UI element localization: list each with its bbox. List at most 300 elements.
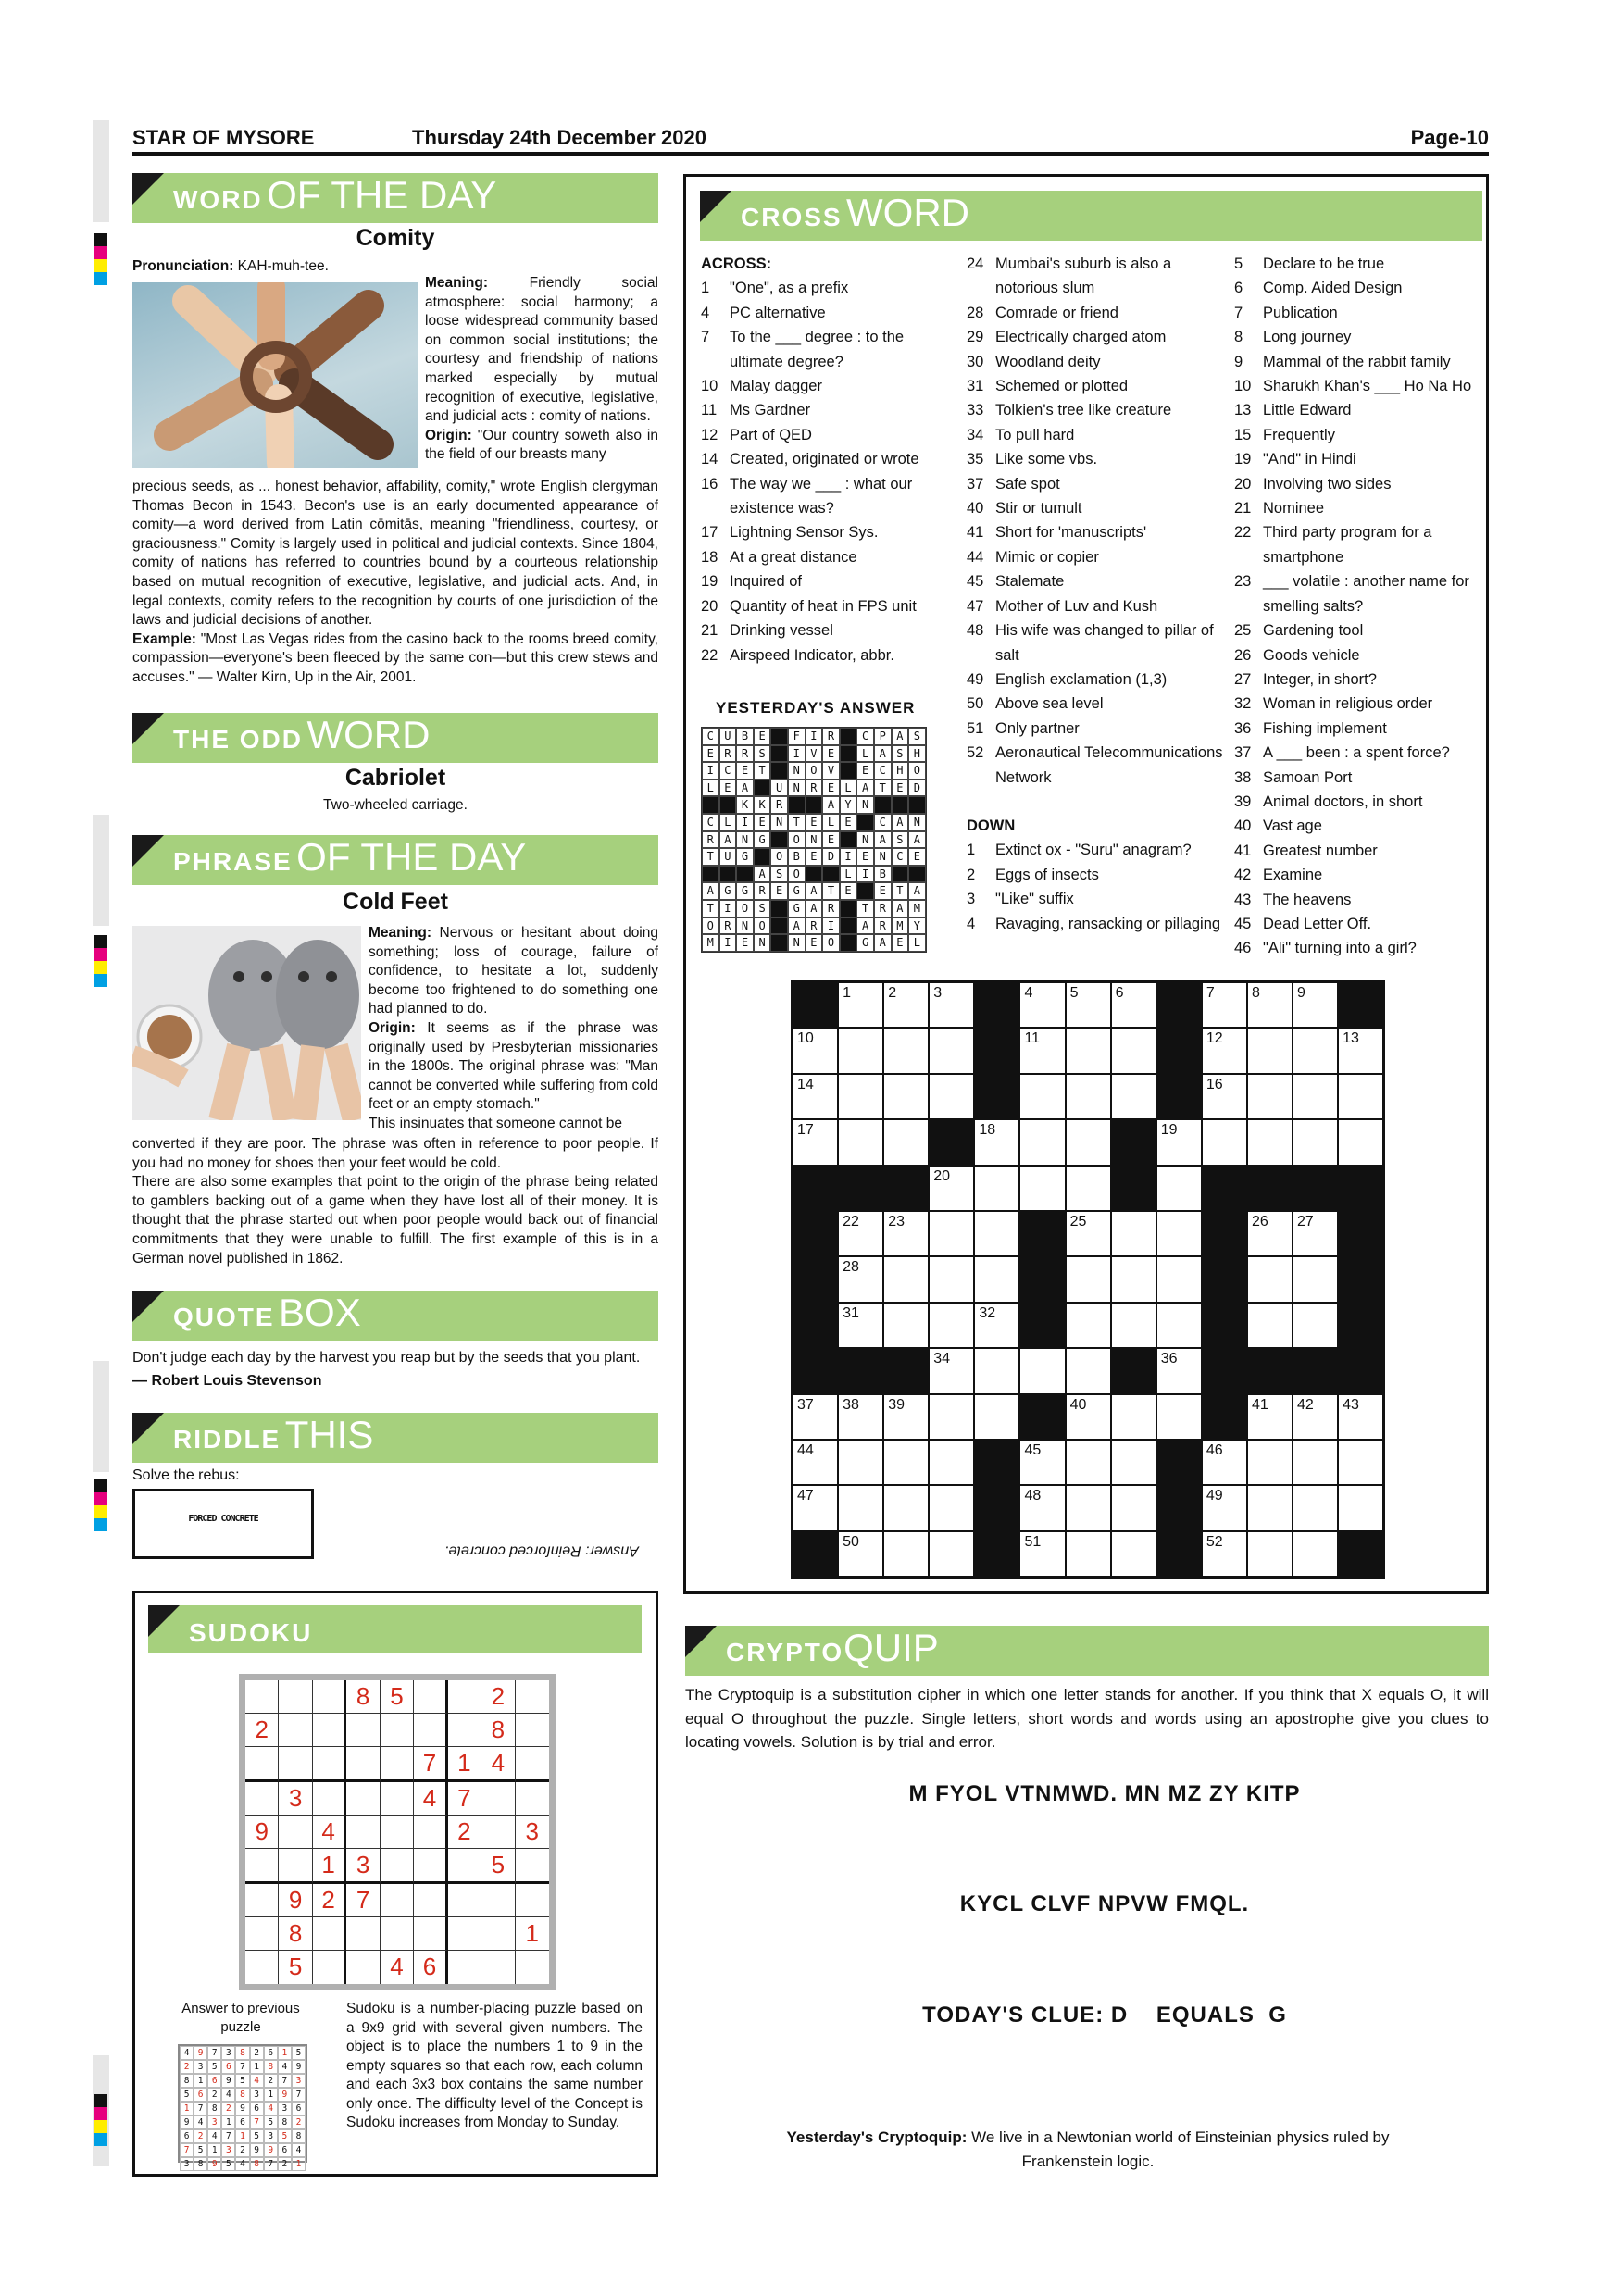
sudoku-cell[interactable]: 1: [448, 1747, 481, 1782]
crossword-cell[interactable]: [883, 1485, 929, 1530]
crossword-cell[interactable]: [838, 1028, 883, 1073]
answer-block: [788, 796, 806, 814]
crossword-cell[interactable]: [1156, 1119, 1202, 1165]
crossword-cell[interactable]: [883, 1211, 929, 1256]
crossword-cell[interactable]: [1066, 1074, 1111, 1119]
clue-item: [1234, 936, 1484, 960]
sudoku-cell[interactable]: [313, 1714, 346, 1747]
answer-cell: 9: [221, 2074, 235, 2088]
sudoku-cell[interactable]: [516, 1849, 549, 1884]
sudoku-cell[interactable]: [414, 1680, 447, 1714]
crossword-cell[interactable]: [838, 1074, 883, 1119]
crossword-cell[interactable]: [1111, 982, 1156, 1028]
crossword-cell[interactable]: [1293, 982, 1338, 1028]
crossword-cell[interactable]: [1293, 1531, 1338, 1577]
answer-letter: F: [788, 728, 806, 745]
answer-cell: 5: [180, 2088, 194, 2102]
answer-cell: 4: [194, 2115, 207, 2129]
crossword-cell[interactable]: [1019, 1119, 1065, 1165]
answer-cell: 9: [250, 2143, 264, 2157]
answer-letter: A: [719, 831, 737, 849]
sudoku-cell[interactable]: [381, 1714, 414, 1747]
sudoku-cell[interactable]: [279, 1816, 312, 1849]
sudoku-cell[interactable]: [381, 1849, 414, 1884]
sudoku-cell[interactable]: [381, 1782, 414, 1816]
sudoku-cell[interactable]: [346, 1714, 380, 1747]
answer-block: [770, 934, 788, 952]
crossword-cell[interactable]: [1293, 1119, 1338, 1165]
sudoku-cell[interactable]: [448, 1849, 481, 1884]
clue-item: [967, 398, 1228, 422]
clue-item: [701, 520, 940, 544]
across-label: ACROSS:: [701, 256, 772, 272]
sudoku-cell[interactable]: 7: [346, 1884, 380, 1917]
crossword-cell[interactable]: [1202, 1440, 1247, 1485]
crossword-cell[interactable]: [883, 1028, 929, 1073]
sudoku-cell[interactable]: [516, 1680, 549, 1714]
crossword-cell[interactable]: [929, 1256, 974, 1302]
cell-number: 16: [1206, 1076, 1223, 1092]
crossword-cell[interactable]: [793, 1074, 838, 1119]
band-title-large: BOX: [279, 1291, 361, 1334]
sudoku-cell[interactable]: 7: [414, 1747, 447, 1782]
crossword-cell[interactable]: [1202, 1028, 1247, 1073]
sudoku-cell[interactable]: [279, 1849, 312, 1884]
registration-marks: [94, 2094, 107, 2146]
crossword-cell[interactable]: [1338, 1119, 1383, 1165]
crossword-cell[interactable]: [793, 1028, 838, 1073]
crossword-cell[interactable]: [1293, 1211, 1338, 1256]
crossword-block: [974, 1440, 1019, 1485]
across-clues-col2: [967, 252, 1228, 936]
sudoku-cell[interactable]: 6: [414, 1951, 447, 1984]
sudoku-cell[interactable]: [346, 1747, 380, 1782]
clue-number: 45: [967, 573, 984, 591]
crossword-cell[interactable]: [1111, 1440, 1156, 1485]
sudoku-cell[interactable]: 4: [481, 1747, 515, 1782]
sudoku-cell[interactable]: [313, 1951, 346, 1984]
sudoku-cell[interactable]: [313, 1747, 346, 1782]
crossword-cell[interactable]: [1338, 1485, 1383, 1530]
clue-item: [701, 374, 940, 398]
sudoku-cell[interactable]: [481, 1782, 515, 1816]
crossword-cell[interactable]: [974, 1166, 1019, 1211]
clue-number: 50: [967, 695, 984, 713]
clue-number: 7: [701, 329, 710, 346]
clue-text: Samoan Port: [1263, 768, 1353, 786]
clue-item: [967, 594, 1228, 618]
answer-letter: N: [856, 796, 874, 814]
crossword-cell[interactable]: [1019, 1440, 1065, 1485]
crossword-grid[interactable]: [791, 980, 1385, 1578]
crossword-cell[interactable]: [1111, 1303, 1156, 1348]
crossword-cell[interactable]: [1202, 982, 1247, 1028]
clue-number: 49: [967, 670, 984, 688]
crossword-cell[interactable]: [1247, 1211, 1293, 1256]
answer-letter: E: [806, 848, 823, 866]
crossword-cell[interactable]: [929, 1440, 974, 1485]
crossword-cell[interactable]: [1066, 1394, 1111, 1440]
crossword-cell[interactable]: [1247, 1256, 1293, 1302]
sudoku-grid[interactable]: [239, 1674, 556, 1990]
sudoku-cell[interactable]: [414, 1816, 447, 1849]
crossword-cell[interactable]: [1019, 1485, 1065, 1530]
crossword-cell[interactable]: [838, 1303, 883, 1348]
cell-number: 42: [1297, 1396, 1314, 1413]
crossword-cell[interactable]: [929, 1303, 974, 1348]
crossword-cell[interactable]: [838, 1485, 883, 1530]
sudoku-cell[interactable]: [448, 1884, 481, 1917]
crossword-cell[interactable]: [1247, 982, 1293, 1028]
crossword-cell[interactable]: [1293, 1028, 1338, 1073]
crossword-cell[interactable]: [1247, 1074, 1293, 1119]
sudoku-cell[interactable]: 2: [448, 1816, 481, 1849]
crossword-block: [1202, 1256, 1247, 1302]
crossword-cell[interactable]: [974, 1119, 1019, 1165]
clue-text: Extinct ox - "Suru" anagram?: [995, 842, 1192, 859]
crossword-cell[interactable]: [1156, 1394, 1202, 1440]
answer-cell: 2: [194, 2129, 207, 2143]
sudoku-cell[interactable]: [516, 1951, 549, 1984]
clue-number: 22: [1234, 524, 1252, 542]
sudoku-cell[interactable]: [516, 1714, 549, 1747]
crossword-cell[interactable]: [793, 1440, 838, 1485]
yesterday-answer-label: YESTERDAY'S ANSWER: [716, 699, 916, 717]
down-label: DOWN: [967, 817, 1016, 834]
sudoku-cell[interactable]: 8: [346, 1680, 380, 1714]
sudoku-cell[interactable]: 5: [481, 1849, 515, 1884]
crossword-cell[interactable]: [1066, 1119, 1111, 1165]
clue-text: Long journey: [1263, 329, 1352, 346]
clue-item: [967, 447, 1228, 471]
crossword-cell[interactable]: [1066, 1028, 1111, 1073]
answer-cell: 9: [194, 2046, 207, 2060]
crossword-cell[interactable]: [974, 1211, 1019, 1256]
answer-letter: I: [788, 745, 806, 763]
crossword-cell[interactable]: [1019, 1348, 1065, 1393]
crossword-cell[interactable]: [1066, 1440, 1111, 1485]
sudoku-cell[interactable]: 1: [313, 1849, 346, 1884]
sudoku-cell[interactable]: [448, 1680, 481, 1714]
clue-number: 10: [1234, 378, 1252, 395]
sudoku-cell[interactable]: 5: [279, 1951, 312, 1984]
crossword-cell[interactable]: [1019, 1531, 1065, 1577]
cell-number: 6: [1115, 985, 1124, 1001]
answer-cell: 6: [264, 2046, 278, 2060]
crossword-block: [1202, 1348, 1247, 1393]
sudoku-cell[interactable]: [381, 1917, 414, 1951]
crossword-cell[interactable]: [1338, 1028, 1383, 1073]
crossword-cell[interactable]: [929, 1028, 974, 1073]
crossword-block: [838, 1348, 883, 1393]
answer-letter: H: [892, 762, 909, 780]
crossword-cell[interactable]: [929, 1394, 974, 1440]
crossword-cell[interactable]: [838, 982, 883, 1028]
crossword-cell[interactable]: [1247, 1531, 1293, 1577]
sudoku-cell[interactable]: 5: [381, 1680, 414, 1714]
sudoku-cell[interactable]: [516, 1782, 549, 1816]
crossword-cell[interactable]: [883, 1531, 929, 1577]
sudoku-cell[interactable]: 4: [414, 1782, 447, 1816]
crossword-cell[interactable]: [1019, 1074, 1065, 1119]
crossword-cell[interactable]: [1202, 1531, 1247, 1577]
crossword-cell[interactable]: [1066, 1256, 1111, 1302]
crossword-cell[interactable]: [929, 982, 974, 1028]
crossword-cell[interactable]: [1111, 1074, 1156, 1119]
sudoku-cell[interactable]: 4: [313, 1816, 346, 1849]
answer-letter: Y: [840, 796, 857, 814]
sudoku-cell[interactable]: [313, 1680, 346, 1714]
sudoku-cell[interactable]: [346, 1816, 380, 1849]
crossword-cell[interactable]: [883, 1303, 929, 1348]
crossword-cell[interactable]: [1293, 1074, 1338, 1119]
crossword-cell[interactable]: [1066, 1211, 1111, 1256]
answer-letter: A: [856, 917, 874, 935]
crossword-cell[interactable]: [929, 1485, 974, 1530]
answer-cell: 8: [235, 2088, 249, 2102]
answer-letter: G: [788, 882, 806, 900]
answer-letter: U: [770, 780, 788, 797]
clue-item: [967, 252, 1228, 301]
sudoku-cell[interactable]: [245, 1884, 279, 1917]
crossword-cell[interactable]: [1066, 1485, 1111, 1530]
answer-cell: 1: [221, 2115, 235, 2129]
crossword-cell[interactable]: [1338, 1074, 1383, 1119]
crossword-cell[interactable]: [1156, 1303, 1202, 1348]
crossword-cell[interactable]: [838, 1394, 883, 1440]
band-title-small: CROSS: [741, 203, 843, 231]
sudoku-cell[interactable]: [381, 1747, 414, 1782]
sudoku-cell[interactable]: [279, 1680, 312, 1714]
crossword-cell[interactable]: [929, 1074, 974, 1119]
crossword-cell[interactable]: [1156, 1256, 1202, 1302]
answer-letter: O: [908, 762, 926, 780]
crossword-cell[interactable]: [1066, 982, 1111, 1028]
clue-number: 15: [1234, 426, 1252, 443]
sudoku-cell[interactable]: [346, 1951, 380, 1984]
crossword-cell[interactable]: [883, 1440, 929, 1485]
crossword-cell[interactable]: [1338, 1394, 1383, 1440]
clue-number: 39: [1234, 792, 1252, 810]
clue-item: [1234, 668, 1484, 692]
crossword-cell[interactable]: [1293, 1303, 1338, 1348]
sudoku-cell[interactable]: [516, 1884, 549, 1917]
crossword-cell[interactable]: [1247, 1394, 1293, 1440]
sudoku-cell[interactable]: 7: [448, 1782, 481, 1816]
crossword-cell[interactable]: [838, 1119, 883, 1165]
cell-number: 11: [1024, 1030, 1041, 1047]
cryptoquip-line-2: KYCL CLVF NPVW FMQL.: [959, 1891, 1250, 1916]
answer-letter: S: [908, 728, 926, 745]
answer-cell: 2: [292, 2115, 306, 2129]
answer-letter: A: [788, 917, 806, 935]
sudoku-cell[interactable]: 8: [279, 1917, 312, 1951]
crossword-cell[interactable]: [1111, 1485, 1156, 1530]
sudoku-cell[interactable]: 2: [245, 1714, 279, 1747]
sudoku-cell[interactable]: [245, 1680, 279, 1714]
crossword-cell[interactable]: [793, 1119, 838, 1165]
crossword-cell[interactable]: [1293, 1485, 1338, 1530]
answer-letter: N: [788, 780, 806, 797]
crossword-cell[interactable]: [1202, 1485, 1247, 1530]
sudoku-cell[interactable]: [279, 1747, 312, 1782]
sudoku-cell[interactable]: 2: [313, 1884, 346, 1917]
sudoku-cell[interactable]: [481, 1884, 515, 1917]
crossword-cell[interactable]: [974, 1303, 1019, 1348]
crossword-cell[interactable]: [838, 1440, 883, 1485]
crossword-cell[interactable]: [1066, 1348, 1111, 1393]
crossword-cell[interactable]: [1019, 1166, 1065, 1211]
sudoku-cell[interactable]: [381, 1816, 414, 1849]
crossword-cell[interactable]: [1066, 1303, 1111, 1348]
crossword-cell[interactable]: [883, 1256, 929, 1302]
answer-letter: A: [806, 900, 823, 917]
sudoku-cell[interactable]: [346, 1917, 380, 1951]
clue-number: 37: [1234, 744, 1252, 762]
clue-text: Examine: [1263, 867, 1323, 884]
crossword-cell[interactable]: [929, 1531, 974, 1577]
sudoku-cell[interactable]: [516, 1747, 549, 1782]
word-origin-continued: [132, 478, 658, 688]
crossword-cell[interactable]: [929, 1348, 974, 1393]
crossword-cell[interactable]: [883, 1394, 929, 1440]
crossword-cell[interactable]: [883, 1119, 929, 1165]
crossword-cell[interactable]: [1111, 1531, 1156, 1577]
cryptoquip-band: [685, 1626, 1489, 1676]
crossword-cell[interactable]: [929, 1211, 974, 1256]
answer-letter: T: [874, 780, 892, 797]
crossword-cell[interactable]: [1066, 1166, 1111, 1211]
sudoku-cell[interactable]: 3: [279, 1782, 312, 1816]
clue-text: ___ volatile : another name for smelling salts?: [1263, 573, 1469, 615]
crossword-cell[interactable]: [838, 1211, 883, 1256]
clue-item: [967, 912, 1228, 936]
band-title-small: PHRASE: [173, 847, 293, 876]
clue-item: [1234, 839, 1484, 863]
sudoku-cell[interactable]: 9: [245, 1816, 279, 1849]
sudoku-cell[interactable]: 8: [481, 1714, 515, 1747]
sudoku-cell[interactable]: [313, 1917, 346, 1951]
clue-item: [967, 423, 1228, 447]
sudoku-cell[interactable]: [414, 1849, 447, 1884]
sudoku-cell[interactable]: [414, 1714, 447, 1747]
cell-number: 37: [797, 1396, 814, 1413]
clue-number: 16: [701, 475, 718, 493]
sudoku-cell[interactable]: [346, 1782, 380, 1816]
sudoku-cell[interactable]: [245, 1849, 279, 1884]
clue-number: 44: [967, 548, 984, 566]
clue-text: Only partner: [995, 719, 1080, 737]
pronunciation: [132, 257, 329, 277]
sudoku-cell[interactable]: [448, 1951, 481, 1984]
answer-block: [840, 934, 857, 952]
crossword-cell[interactable]: [838, 1531, 883, 1577]
sudoku-cell[interactable]: [245, 1782, 279, 1816]
crossword-cell[interactable]: [1111, 1028, 1156, 1073]
crossword-cell[interactable]: [974, 1394, 1019, 1440]
clue-number: 12: [701, 426, 718, 443]
sudoku-cell[interactable]: [448, 1714, 481, 1747]
crossword-cell[interactable]: [1019, 982, 1065, 1028]
clue-number: 27: [1234, 670, 1252, 688]
crossword-cell[interactable]: [974, 1348, 1019, 1393]
crossword-cell[interactable]: [1338, 1440, 1383, 1485]
crossword-cell[interactable]: [883, 982, 929, 1028]
crossword-cell[interactable]: [1156, 1166, 1202, 1211]
sudoku-cell[interactable]: [245, 1951, 279, 1984]
crossword-cell[interactable]: [793, 1485, 838, 1530]
crossword-cell[interactable]: [793, 1394, 838, 1440]
crossword-cell[interactable]: [929, 1166, 974, 1211]
sudoku-cell[interactable]: [313, 1782, 346, 1816]
sudoku-cell[interactable]: [245, 1917, 279, 1951]
clue-number: 18: [701, 548, 718, 566]
answer-letter: E: [840, 814, 857, 831]
crossword-cell[interactable]: [1202, 1119, 1247, 1165]
sudoku-cell[interactable]: [481, 1917, 515, 1951]
crossword-cell[interactable]: [1247, 1028, 1293, 1073]
answer-letter: S: [892, 831, 909, 849]
crossword-cell[interactable]: [1111, 1394, 1156, 1440]
band-title-small: RIDDLE: [173, 1425, 281, 1454]
sudoku-cell[interactable]: 1: [516, 1917, 549, 1951]
sudoku-cell[interactable]: 3: [516, 1816, 549, 1849]
crossword-cell[interactable]: [1202, 1074, 1247, 1119]
sudoku-cell[interactable]: [414, 1917, 447, 1951]
sudoku-cell[interactable]: [414, 1884, 447, 1917]
sudoku-cell[interactable]: [279, 1714, 312, 1747]
crossword-cell[interactable]: [1247, 1440, 1293, 1485]
crossword-cell[interactable]: [1293, 1440, 1338, 1485]
crossword-cell[interactable]: [1247, 1303, 1293, 1348]
crossword-cell[interactable]: [1247, 1119, 1293, 1165]
answer-letter: T: [702, 900, 719, 917]
sudoku-cell[interactable]: [481, 1951, 515, 1984]
sudoku-cell[interactable]: 2: [481, 1680, 515, 1714]
clue-text: The way we ___ : what our existence was?: [730, 475, 913, 518]
sudoku-cell[interactable]: [448, 1917, 481, 1951]
crossword-cell[interactable]: [974, 1256, 1019, 1302]
crossword-cell[interactable]: [1111, 1211, 1156, 1256]
crossword-cell[interactable]: [1066, 1531, 1111, 1577]
crossword-cell[interactable]: [1019, 1028, 1065, 1073]
crossword-block: [1156, 1531, 1202, 1577]
crossword-cell[interactable]: [838, 1256, 883, 1302]
left-gutter: [93, 120, 109, 222]
answer-letter: N: [770, 814, 788, 831]
crossword-cell[interactable]: [883, 1074, 929, 1119]
crossword-cell[interactable]: [1293, 1394, 1338, 1440]
sudoku-cell[interactable]: [381, 1884, 414, 1917]
answer-letter: C: [856, 728, 874, 745]
crossword-cell[interactable]: [1156, 1348, 1202, 1393]
crossword-cell[interactable]: [1293, 1256, 1338, 1302]
sudoku-cell[interactable]: [481, 1816, 515, 1849]
answer-cell: 4: [207, 2129, 221, 2143]
crossword-cell[interactable]: [1247, 1485, 1293, 1530]
crossword-cell[interactable]: [1156, 1211, 1202, 1256]
sudoku-cell[interactable]: 9: [279, 1884, 312, 1917]
clue-text: PC alternative: [730, 304, 826, 321]
crossword-cell[interactable]: [1111, 1256, 1156, 1302]
sudoku-cell[interactable]: [245, 1747, 279, 1782]
crossword-block: [1156, 982, 1202, 1028]
sudoku-cell[interactable]: 3: [346, 1849, 380, 1884]
sudoku-cell[interactable]: 4: [381, 1951, 414, 1984]
cell-number: 23: [888, 1213, 905, 1229]
answer-letter: M: [702, 934, 719, 952]
answer-cell: 4: [278, 2060, 292, 2074]
